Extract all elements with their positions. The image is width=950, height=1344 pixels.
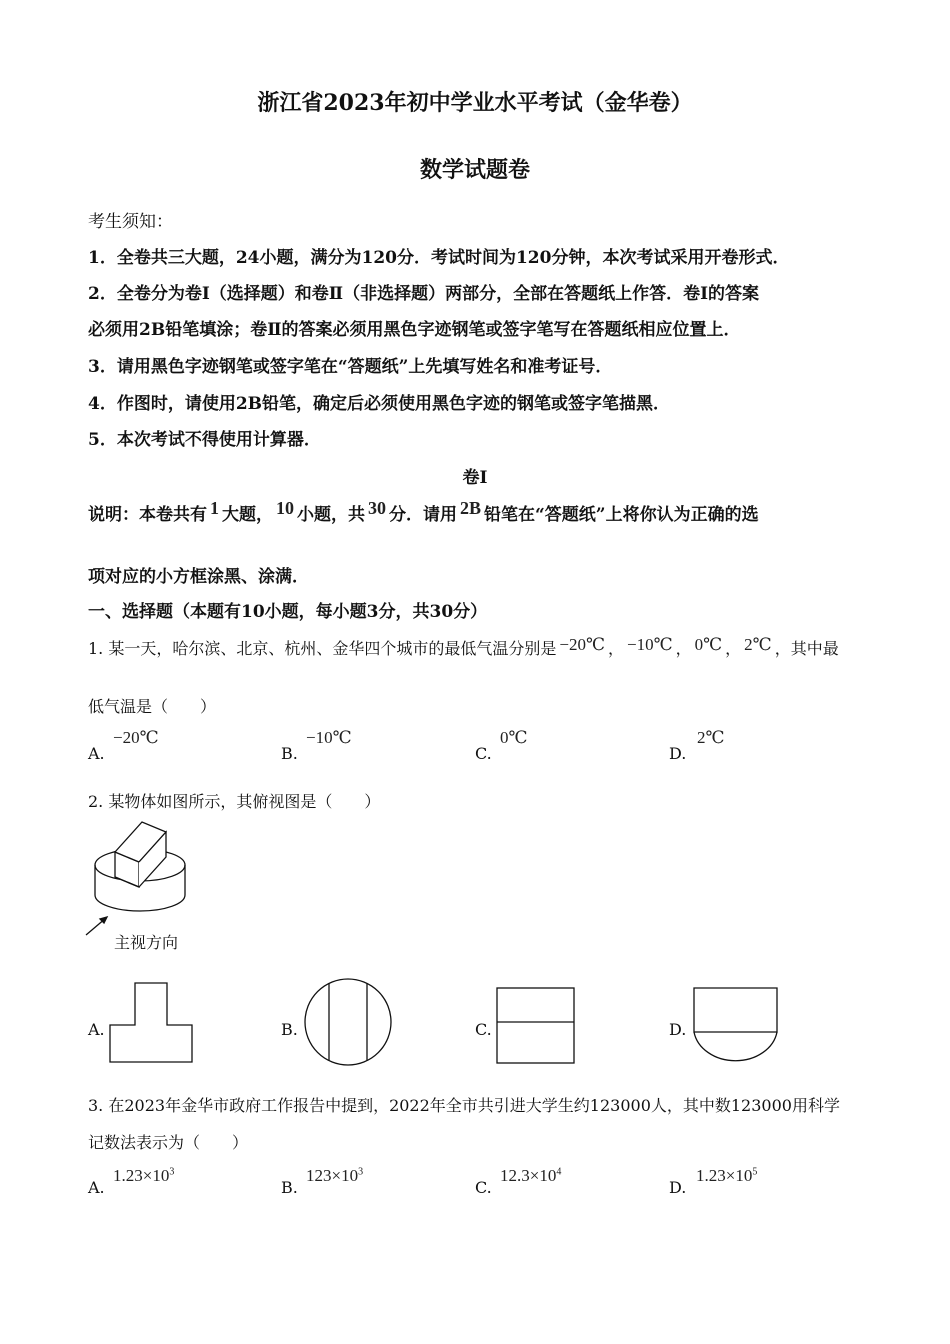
q1-option-a-label[interactable]: A.	[88, 744, 105, 763]
notice-item-1: 1．全卷共三大题，24小题，满分为120分．考试时间为120分钟，本次考试采用开卷形式．	[88, 248, 790, 268]
q3-a-base: 1.23×10	[113, 1166, 170, 1185]
q1-temp-harbin: −20℃	[559, 635, 605, 654]
q1-option-b-value: −10℃	[306, 728, 352, 747]
volume-label: 卷Ⅰ	[462, 468, 488, 488]
q1-option-d-value: 2℃	[697, 728, 725, 747]
q3-option-c-label[interactable]: C.	[475, 1178, 492, 1197]
notice-item-3: 3．请用黑色字迹钢笔或签字笔在“答题纸”上先填写姓名和准考证号．	[88, 357, 613, 377]
explain-mid-2: 小题，共	[297, 505, 365, 525]
q1-sep-3: ，	[725, 639, 742, 658]
explain-mid-3: 分．请用	[389, 505, 457, 525]
q2-option-d-label[interactable]: D.	[669, 1020, 687, 1039]
volume-explain-line-1	[88, 500, 759, 525]
explain-count-questions: 10	[276, 498, 294, 518]
q2-option-b-figure[interactable]	[303, 977, 393, 1067]
page-subtitle: 数学试题卷	[419, 157, 530, 183]
q3-d-exp: 5	[752, 1166, 758, 1178]
q3-b-base: 123×10	[306, 1166, 359, 1185]
q1-sep-1: ，	[607, 639, 624, 658]
figure-caption: 主视方向	[114, 933, 179, 952]
explain-mid-1: 大题，	[222, 505, 273, 525]
explain-total-score: 30	[368, 498, 386, 518]
question-1-stem	[88, 636, 839, 659]
q1-sep-2: ，	[675, 639, 692, 658]
volume-explain-line-2: 项对应的小方框涂黑、涂满．	[88, 567, 309, 587]
q2-option-a-label[interactable]: A.	[88, 1020, 105, 1039]
q3-b-exp: 3	[358, 1166, 364, 1178]
q1-temp-beijing: −10℃	[626, 635, 673, 654]
page-title: 浙江省2023年初中学业水平考试（金华卷）	[257, 90, 693, 116]
q1-option-b-label[interactable]: B.	[281, 744, 298, 763]
q2-option-a-figure[interactable]	[108, 982, 194, 1064]
q3-d-base: 1.23×10	[696, 1166, 753, 1185]
question-3-stem: 3. 在2023年金华市政府工作报告中提到，2022年全市共引进大学生约123000人，其中数123000用科学	[88, 1096, 840, 1115]
q3-option-b-value	[306, 1166, 363, 1186]
q1-option-c-value: 0℃	[500, 728, 528, 747]
q3-option-c-value	[500, 1166, 561, 1186]
q1-option-d-label[interactable]: D.	[669, 744, 687, 763]
q2-option-b-label[interactable]: B.	[281, 1020, 298, 1039]
q1-option-c-label[interactable]: C.	[475, 744, 492, 763]
q3-option-d-label[interactable]: D.	[669, 1178, 687, 1197]
q2-option-c-figure[interactable]	[496, 987, 576, 1065]
question-3-stem-line-2: 记数法表示为（ ）	[88, 1133, 249, 1152]
question-2-stem: 2. 某物体如图所示，其俯视图是（ ）	[88, 792, 381, 811]
q1-temp-hangzhou: 0℃	[694, 635, 723, 654]
notice-item-5: 5．本次考试不得使用计算器．	[88, 430, 321, 450]
q2-option-d-figure[interactable]	[693, 987, 779, 1067]
q3-c-exp: 4	[556, 1166, 562, 1178]
q3-a-exp: 3	[169, 1166, 175, 1178]
notice-item-2-line-2: 必须用2B铅笔填涂；卷Ⅱ的答案必须用黑色字迹钢笔或签字笔写在答题纸相应位置上．	[88, 320, 741, 340]
q3-option-a-value	[113, 1166, 174, 1186]
notice-item-4: 4．作图时，请使用2B铅笔，确定后必须使用黑色字迹的钢笔或签字笔描黑．	[88, 394, 671, 414]
q2-option-c-label[interactable]: C.	[475, 1020, 492, 1039]
explain-prefix: 说明：本卷共有	[88, 505, 207, 525]
notice-item-2-line-1: 2．全卷分为卷Ⅰ（选择题）和卷Ⅱ（非选择题）两部分，全部在答题纸上作答．卷Ⅰ的答案	[88, 284, 760, 304]
q1-stem-prefix: 1. 某一天，哈尔滨、北京、杭州、金华四个城市的最低气温分别是	[88, 639, 557, 658]
section-title: 一、选择题（本题有10小题，每小题3分，共30分）	[88, 602, 488, 622]
q3-option-d-value	[696, 1166, 757, 1186]
explain-suffix: 铅笔在“答题纸”上将你认为正确的选	[484, 505, 759, 525]
q3-c-base: 12.3×10	[500, 1166, 557, 1185]
notice-heading: 考生须知：	[88, 212, 173, 232]
q3-option-a-label[interactable]: A.	[88, 1178, 105, 1197]
q1-option-a-value: −20℃	[113, 728, 159, 747]
explain-pencil-type: 2B	[460, 498, 482, 518]
explain-count-sections: 1	[210, 498, 219, 518]
q3-option-b-label[interactable]: B.	[281, 1178, 298, 1197]
q1-stem-suffix: ，其中最	[774, 639, 839, 658]
q1-temp-jinhua: 2℃	[744, 635, 772, 654]
question-1-stem-line-2: 低气温是（ ）	[88, 697, 217, 716]
